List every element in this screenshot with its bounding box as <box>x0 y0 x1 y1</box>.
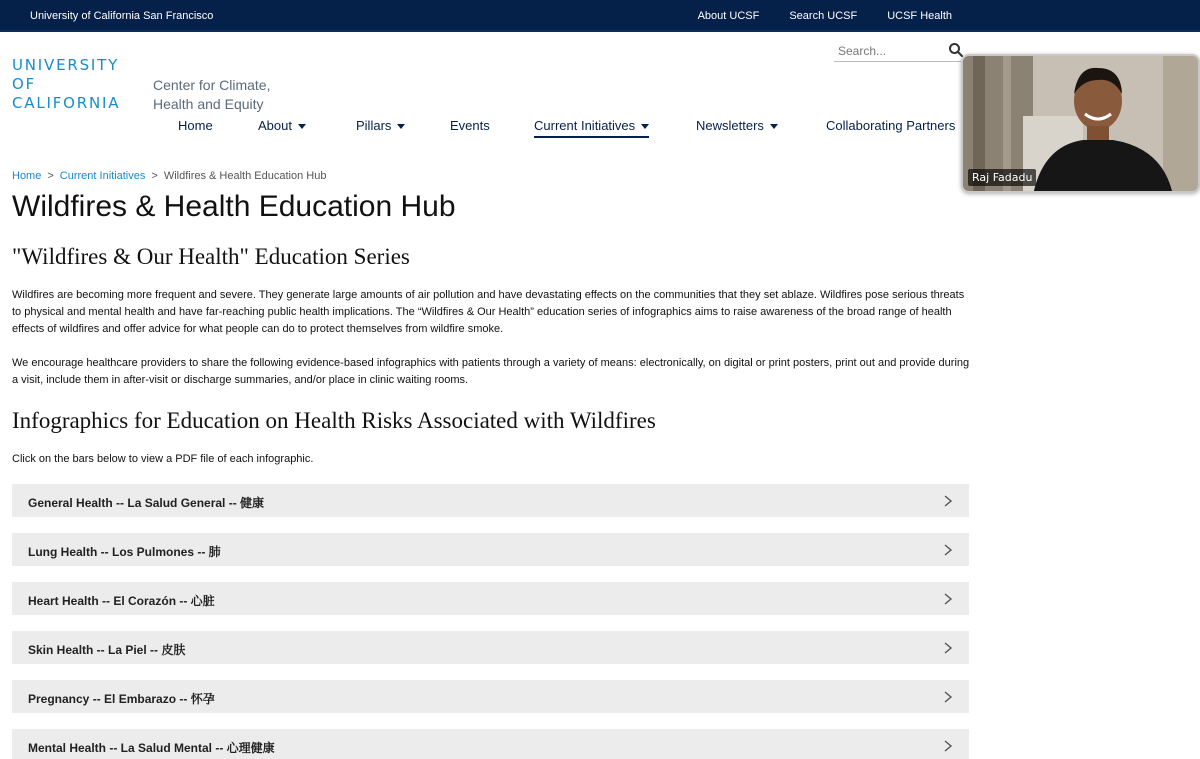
breadcrumb-current: Wildfires & Health Education Hub <box>163 170 327 182</box>
instructions-text: Click on the bars below to view a PDF file of each infographic. <box>12 453 314 465</box>
ucsf-brand-link[interactable]: University of California San Francisco <box>30 10 214 22</box>
page-title: Wildfires & Health Education Hub <box>12 190 456 223</box>
nav-current-initiatives-label: Current Initiatives <box>534 118 636 133</box>
search-input[interactable] <box>834 42 944 60</box>
infographic-bar-general-health[interactable] <box>12 484 969 517</box>
ucsf-health-link[interactable]: UCSF Health <box>887 10 952 22</box>
department-line: Health and Equity <box>153 96 264 112</box>
nav-home-label: Home <box>178 118 213 133</box>
uc-logo[interactable] <box>12 56 120 113</box>
breadcrumb-home[interactable]: Home <box>12 170 42 182</box>
nav-newsletters[interactable] <box>696 118 778 137</box>
breadcrumb-current-initiatives[interactable]: Current Initiatives <box>59 170 146 182</box>
bar-label: General Health -- La Salud General -- 健康 <box>28 496 265 510</box>
chevron-right-icon <box>943 691 953 703</box>
nav-current-initiatives[interactable] <box>534 118 649 138</box>
nav-events[interactable] <box>450 118 490 137</box>
breadcrumb-separator: > <box>151 170 158 182</box>
department-name[interactable] <box>153 76 270 114</box>
chevron-right-icon <box>943 544 953 556</box>
infographics-heading: Infographics for Education on Health Risks Associated with Wildfires <box>12 408 656 433</box>
search-ucsf-link[interactable]: Search UCSF <box>789 10 858 22</box>
caret-down-icon <box>397 124 405 129</box>
infographic-bar-mental-health[interactable] <box>12 729 969 759</box>
search-icon[interactable] <box>948 42 964 58</box>
breadcrumb <box>12 170 326 182</box>
caret-down-icon <box>298 124 306 129</box>
bar-label: Lung Health -- Los Pulmones -- 肺 <box>28 545 221 559</box>
nav-home[interactable] <box>178 118 213 137</box>
bar-label: Pregnancy -- El Embarazo -- 怀孕 <box>28 692 215 706</box>
bar-label: Mental Health -- La Salud Mental -- 心理健康 <box>28 741 275 755</box>
infographic-bar-pregnancy[interactable] <box>12 680 969 713</box>
nav-pillars-label: Pillars <box>356 118 392 133</box>
nav-events-label: Events <box>450 118 490 133</box>
nav-pillars[interactable] <box>356 118 405 137</box>
nav-about-label: About <box>258 118 292 133</box>
logo-line: OF <box>12 75 37 93</box>
nav-collaborating-partners[interactable] <box>826 118 969 137</box>
about-ucsf-link[interactable]: About UCSF <box>697 10 760 22</box>
top-utility-bar <box>0 0 1200 32</box>
chevron-right-icon <box>943 593 953 605</box>
providers-paragraph: We encourage healthcare providers to share the following evidence-based infographics with patients through a variety of means: electronically, on digital or print posters, print out and provide during a visit, include them in after-visit or discharge summaries, and/or place in clinic waiting rooms. <box>12 357 970 386</box>
caret-down-icon <box>641 124 649 129</box>
bar-label: Heart Health -- El Corazón -- 心脏 <box>28 594 215 608</box>
intro-paragraph: Wildfires are becoming more frequent and severe. They generate large amounts of air pollution and have devastating effects on the communities that they set ablaze. Wildfires pose serious threats to physical and mental health and have far-reaching public health implications. The “Wildfires & Our Health” education series of infographics aims to raise awareness of the broad range of health effects of wildfires and offer advice for what people can do to protect themselves from wildfire smoke. <box>12 289 965 335</box>
nav-about[interactable] <box>258 118 306 137</box>
bar-label: Skin Health -- La Piel -- 皮肤 <box>28 643 186 657</box>
nav-newsletters-label: Newsletters <box>696 118 764 133</box>
infographic-bar-heart-health[interactable] <box>12 582 969 615</box>
department-line: Center for Climate, <box>153 77 271 93</box>
series-heading: "Wildfires & Our Health" Education Series <box>12 244 410 269</box>
chevron-right-icon <box>943 642 953 654</box>
breadcrumb-separator: > <box>47 170 54 182</box>
logo-line: UNIVERSITY <box>12 56 120 74</box>
video-call-thumbnail[interactable] <box>961 54 1200 193</box>
infographic-bar-lung-health[interactable] <box>12 533 969 566</box>
site-search <box>834 42 966 62</box>
chevron-right-icon <box>943 740 953 752</box>
infographic-bar-skin-health[interactable] <box>12 631 969 664</box>
chevron-right-icon <box>943 495 953 507</box>
nav-collaborating-partners-label: Collaborating Partners <box>826 118 956 133</box>
logo-line: CALIFORNIA <box>12 94 121 112</box>
participant-name: Raj Fadadu <box>968 169 1036 186</box>
caret-down-icon <box>770 124 778 129</box>
main-navigation <box>0 118 1000 142</box>
utility-links <box>698 10 952 22</box>
